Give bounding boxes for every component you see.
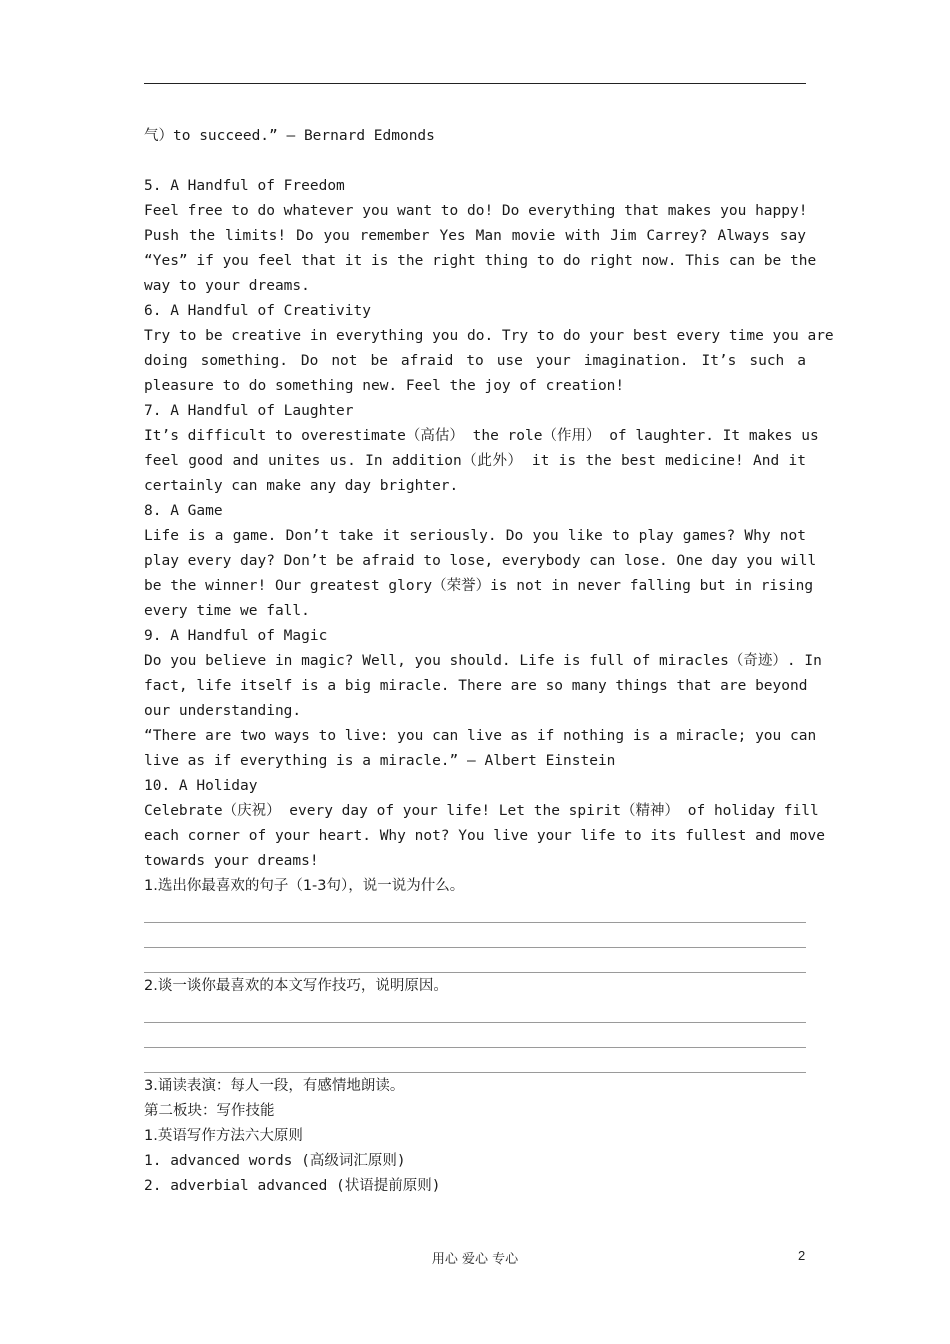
section-heading-creativity: 6. A Handful of Creativity bbox=[144, 303, 371, 319]
text-line: Push the limits! Do you remember Yes Man movie with Jim Carrey? Always say bbox=[144, 228, 806, 244]
text-line: every time we fall. bbox=[144, 603, 310, 619]
answer-line[interactable] bbox=[144, 1049, 806, 1074]
text-line: Life is a game. Don’t take it seriously. Do you like to play games? Why not bbox=[144, 528, 806, 544]
text-line: feel good and unites us. In addition（此外） it is the best medicine! And it bbox=[144, 453, 806, 469]
text-line: Do you believe in magic? Well, you should. Life is full of miracles（奇迹）. In bbox=[144, 653, 822, 669]
text-line: “Yes” if you feel that it is the right thing to do right now. This can be the bbox=[144, 253, 817, 269]
footer-motto: 用心 爱心 专心 bbox=[431, 1252, 519, 1267]
answer-line[interactable] bbox=[144, 1024, 806, 1049]
answer-line[interactable] bbox=[144, 924, 806, 949]
principle-item: 2. adverbial advanced (状语提前原则) bbox=[144, 1178, 441, 1194]
text-line: be the winner! Our greatest glory（荣誉）is not in never falling but in rising bbox=[144, 578, 814, 594]
section-heading-magic: 9. A Handful of Magic bbox=[144, 628, 328, 644]
section-title: 第二板块：写作技能 bbox=[144, 1103, 275, 1119]
text-line: certainly can make any day brighter. bbox=[144, 478, 459, 494]
section-heading-game: 8. A Game bbox=[144, 503, 223, 519]
text-line: It’s difficult to overestimate（高估） the role（作用） of laughter. It makes us bbox=[144, 428, 819, 444]
text-line: each corner of your heart. Why not? You live your life to its fullest and move bbox=[144, 828, 825, 844]
header-rule bbox=[144, 83, 806, 84]
page-number: 2 bbox=[798, 1248, 806, 1263]
section-heading-laughter: 7. A Handful of Laughter bbox=[144, 403, 354, 419]
text-line: Feel free to do whatever you want to do! Do everything that makes you happy! bbox=[144, 203, 808, 219]
section-subtitle: 1.英语写作方法六大原则 bbox=[144, 1128, 303, 1144]
text-line: our understanding. bbox=[144, 703, 302, 719]
text-line: Celebrate（庆祝） every day of your life! Let the spirit（精神） of holiday fill bbox=[144, 803, 819, 819]
answer-line[interactable] bbox=[144, 999, 806, 1024]
text-line: pleasure to do something new. Feel the joy of creation! bbox=[144, 378, 625, 394]
question-3: 3.诵读表演：每人一段，有感情地朗读。 bbox=[144, 1078, 405, 1094]
text-line: 气）to succeed.” — Bernard Edmonds bbox=[144, 128, 435, 144]
section-heading-freedom: 5. A Handful of Freedom bbox=[144, 178, 345, 194]
section-heading-holiday: 10. A Holiday bbox=[144, 778, 258, 794]
text-line: play every day? Don’t be afraid to lose, everybody can lose. One day you will bbox=[144, 553, 817, 569]
question-2: 2.谈一谈你最喜欢的本文写作技巧，说明原因。 bbox=[144, 978, 448, 994]
text-line: fact, life itself is a big miracle. There are so many things that are beyond bbox=[144, 678, 808, 694]
principle-item: 1. advanced words (高级词汇原则) bbox=[144, 1153, 406, 1169]
text-line: doing something. Do not be afraid to use your imagination. It’s such a bbox=[144, 353, 806, 369]
question-1: 1.选出你最喜欢的句子（1-3句），说一说为什么。 bbox=[144, 878, 465, 894]
quote-line: live as if everything is a miracle.” — Albert Einstein bbox=[144, 753, 616, 769]
page-content bbox=[144, 124, 834, 1199]
quote-line: “There are two ways to live: you can live as if nothing is a miracle; you can bbox=[144, 728, 817, 744]
text-line: Try to be creative in everything you do. Try to do your best every time you are bbox=[144, 328, 834, 344]
text-line: towards your dreams! bbox=[144, 853, 319, 869]
answer-line[interactable] bbox=[144, 949, 806, 974]
text-line: way to your dreams. bbox=[144, 278, 310, 294]
blank-line bbox=[144, 149, 806, 174]
answer-line[interactable] bbox=[144, 899, 806, 924]
